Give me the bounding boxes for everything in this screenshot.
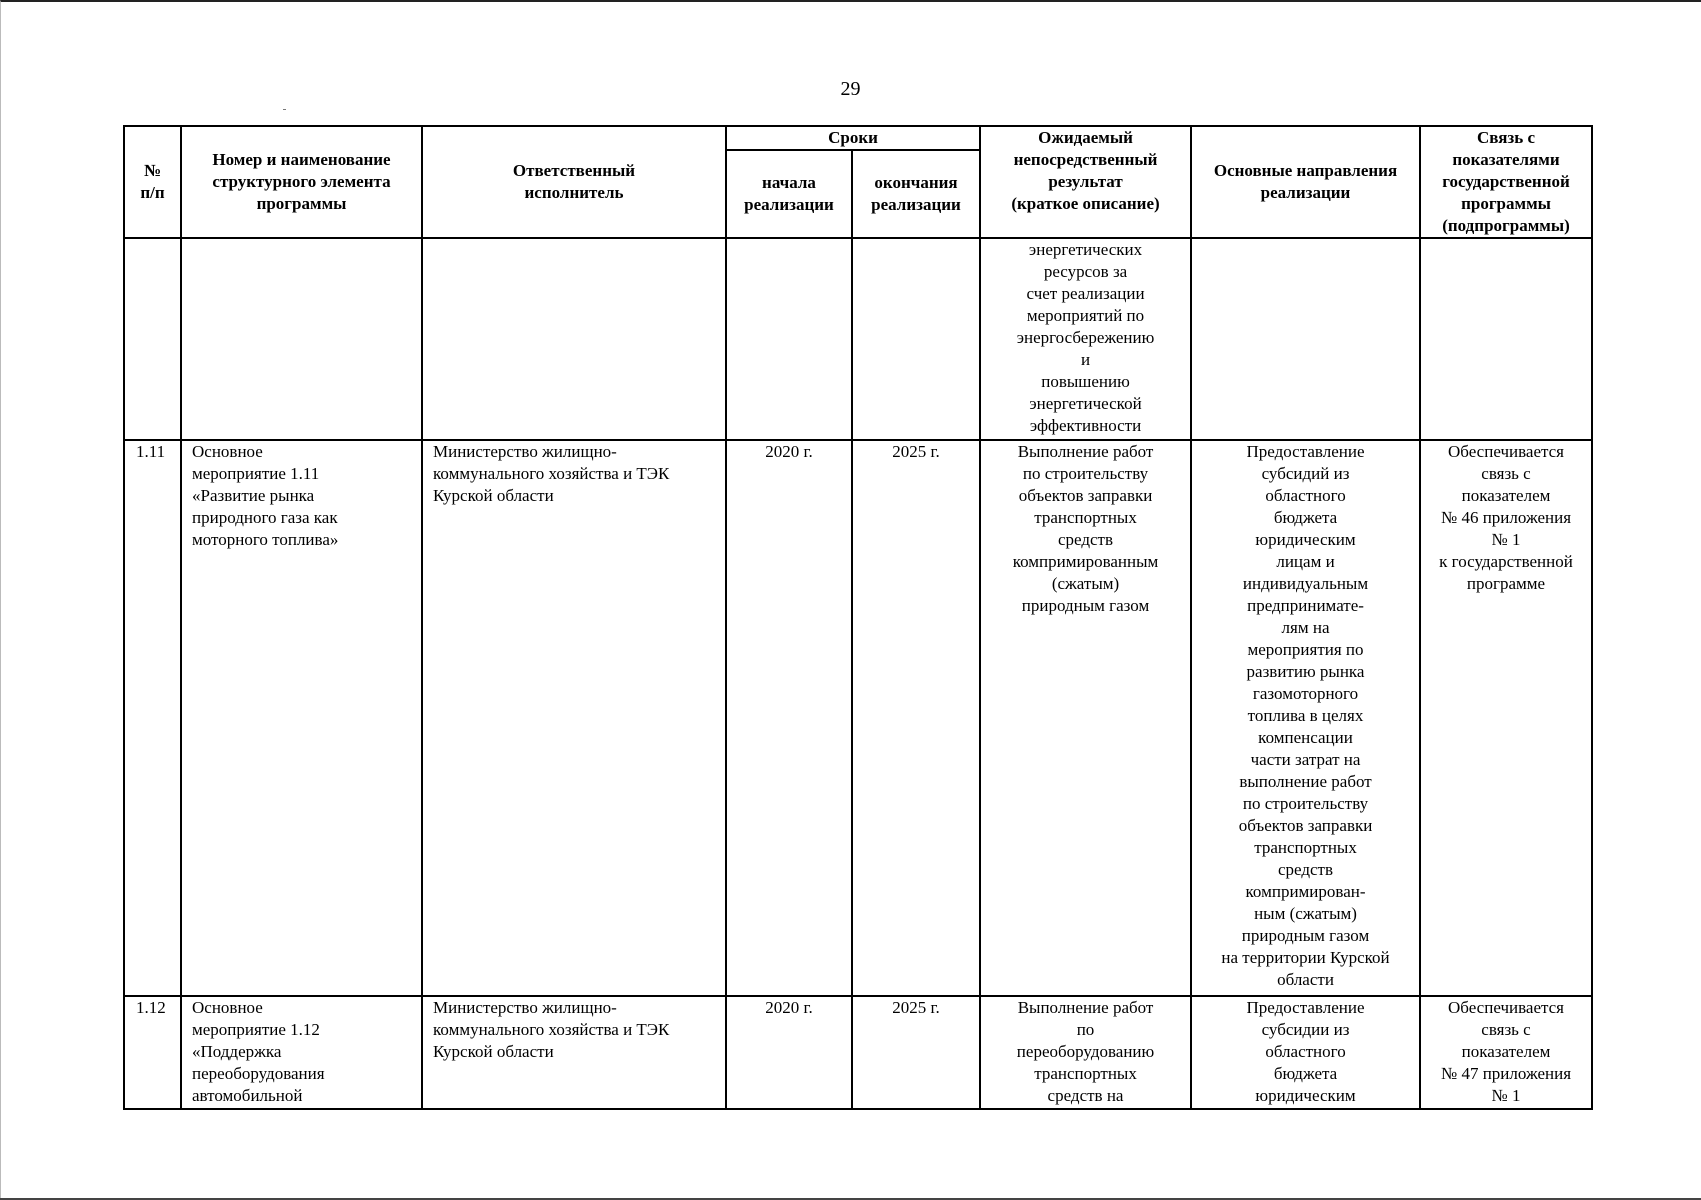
header-start: начала реализации <box>726 150 852 238</box>
header-result: Ожидаемый непосредственный результат (краткое описание) <box>980 126 1191 238</box>
row-number <box>124 238 181 440</box>
row-element: Основное мероприятие 1.12 «Поддержка переоборудования автомобильной <box>181 996 422 1109</box>
row-element <box>181 238 422 440</box>
row-executor: Министерство жилищно- коммунального хозяйства и ТЭК Курской области <box>422 440 726 996</box>
header-element: Номер и наименование структурного элемента программы <box>181 126 422 238</box>
row-executor: Министерство жилищно- коммунального хозяйства и ТЭК Курской области <box>422 996 726 1109</box>
row-indicator-link: Обеспечивается связь с показателем № 46 приложения № 1 к государственной программе <box>1420 440 1592 996</box>
header-row-top <box>124 126 1592 150</box>
scan-speck <box>283 109 286 110</box>
row-directions: Предоставление субсидий из областного бюджета юридическим лицам и индивидуальным предпринимате- лям на мероприятия по развитию рынка газомоторного топлива в целях компенсации части затрат на выполнение работ по строительству объектов заправки транспортных средств компримирован- ным (сжатым) природным газом на территории Курской области <box>1191 440 1420 996</box>
row-start <box>726 238 852 440</box>
header-terms: Сроки <box>726 126 980 150</box>
row-result: Выполнение работ по строительству объектов заправки транспортных средств компримированным (сжатым) природным газом <box>980 440 1191 996</box>
header-executor: Ответственный исполнитель <box>422 126 726 238</box>
row-end: 2025 г. <box>852 440 980 996</box>
row-executor <box>422 238 726 440</box>
header-indicator-link: Связь с показателями государственной программы (подпрограммы) <box>1420 126 1592 238</box>
row-directions: Предоставление субсидии из областного бюджета юридическим <box>1191 996 1420 1109</box>
program-table <box>123 125 1593 1110</box>
page-number: 29 <box>840 78 861 100</box>
row-directions <box>1191 238 1420 440</box>
row-result: Выполнение работ по переоборудованию транспортных средств на <box>980 996 1191 1109</box>
row-result: энергетических ресурсов за счет реализации мероприятий по энергосбережению и повышению энергетической эффективности <box>980 238 1191 440</box>
row-indicator-link <box>1420 238 1592 440</box>
row-start: 2020 г. <box>726 996 852 1109</box>
header-directions: Основные направления реализации <box>1191 126 1420 238</box>
row-number: 1.12 <box>124 996 181 1109</box>
row-end: 2025 г. <box>852 996 980 1109</box>
table-row <box>124 996 1592 1109</box>
header-number: № п/п <box>124 126 181 238</box>
row-indicator-link: Обеспечивается связь с показателем № 47 приложения № 1 <box>1420 996 1592 1109</box>
row-number: 1.11 <box>124 440 181 996</box>
table-row <box>124 440 1592 996</box>
row-end <box>852 238 980 440</box>
row-element: Основное мероприятие 1.11 «Развитие рынка природного газа как моторного топлива» <box>181 440 422 996</box>
header-end: окончания реализации <box>852 150 980 238</box>
table-row <box>124 238 1592 440</box>
row-start: 2020 г. <box>726 440 852 996</box>
